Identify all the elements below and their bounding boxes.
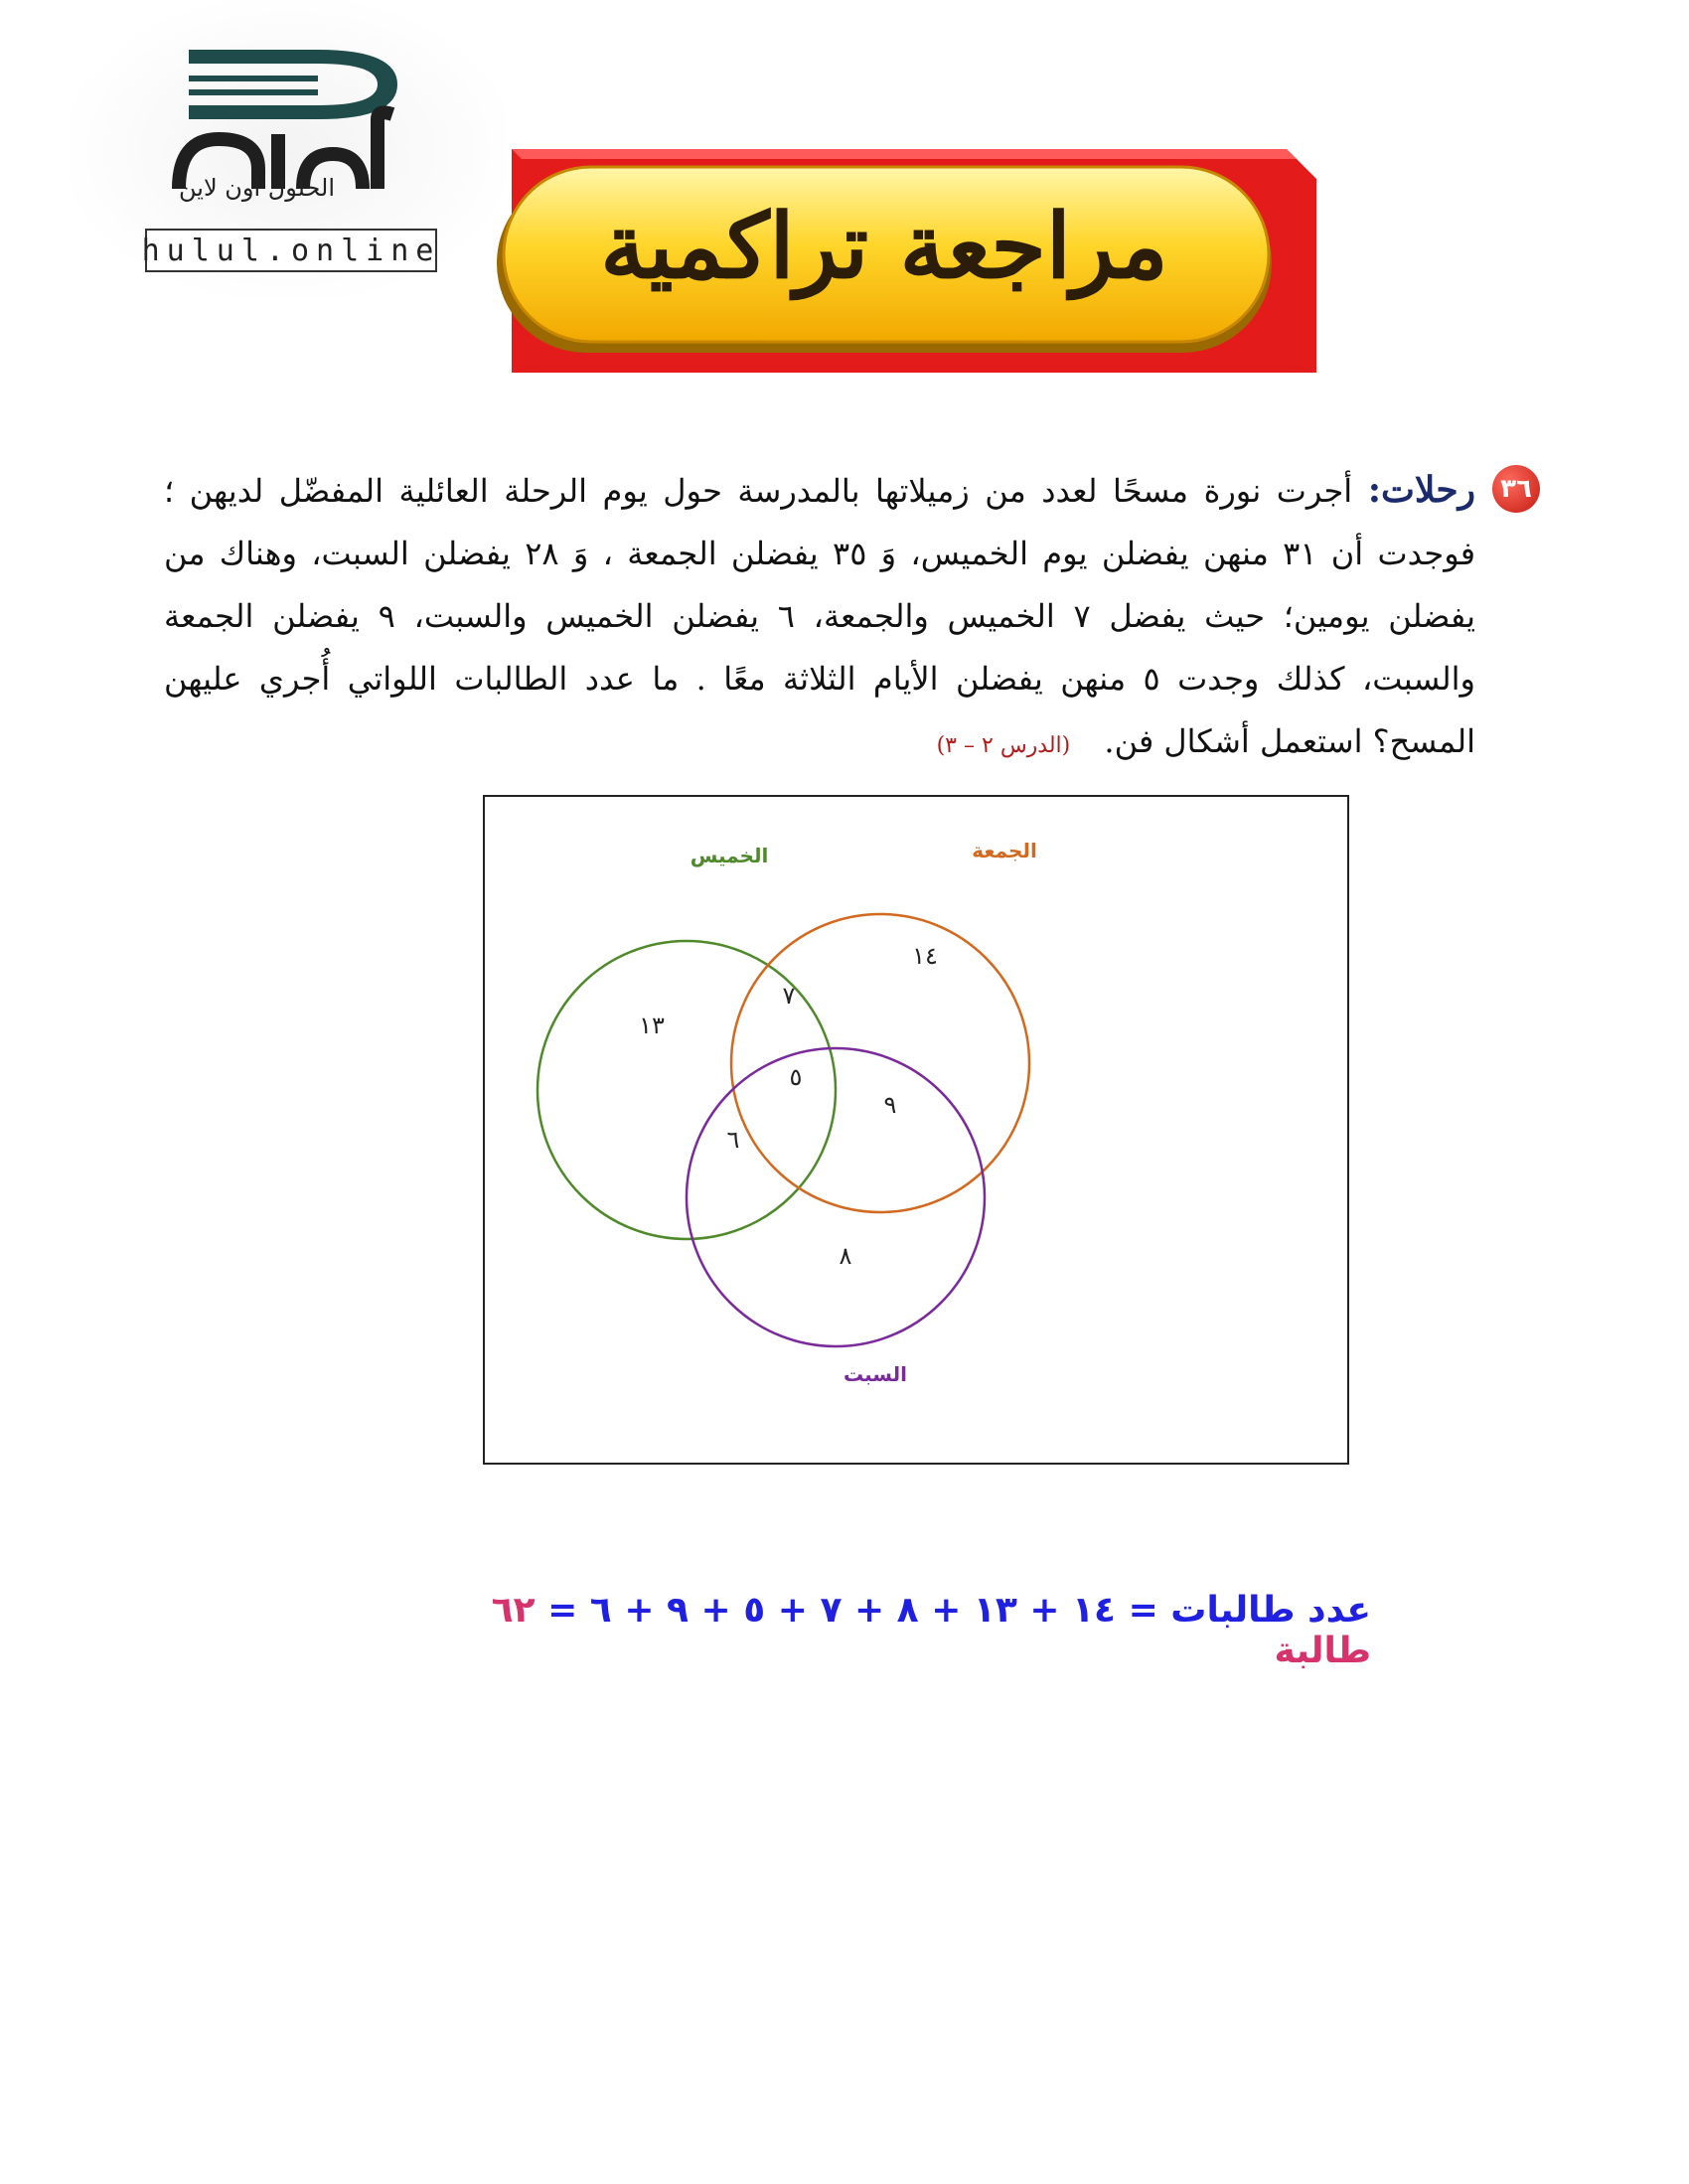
answer-expression: عدد طالبات = ١٤ + ١٣ + ٨ + ٧ + ٥ + ٩ + ٦ = — [547, 1590, 1371, 1631]
problem-label: رحلات: — [1367, 469, 1476, 511]
venn-region-friday-saturday: ٩ — [883, 1091, 897, 1119]
lesson-reference: (الدرس ٢ – ٣) — [936, 733, 1071, 758]
problem-body: أجرت نورة مسحًا لعدد من زميلاتها بالمدرسة حول يوم الرحلة العائلية المفضّل لديهن ؛ فوجدت أن ٣١ منهن يفضلن يوم الخميس، وَ ٣٥ يفضلن الجمعة ، وَ ٢٨ يفضلن السبت، وهناك من يفضلن يومين؛ حيث يفضل ٧ الخميس والجمعة، ٦ يفضلن الخميس والسبت، ٩ يفضلن الجمعة والسبت، كذلك وجدت ٥ منهن يفضلن الأيام الثلاثة معًا . ما عدد الطالبات اللواتي أُجري عليهن المسح؟ استعمل أشكال فن. — [164, 472, 1476, 760]
answer-line — [427, 1590, 1371, 1671]
venn-diagram — [483, 795, 1345, 1461]
venn-region-saturday-only: ٨ — [839, 1242, 852, 1270]
problem-text — [164, 459, 1475, 777]
venn-region-thursday-saturday: ٦ — [726, 1126, 740, 1154]
banner-title: مراجعة تراكمية — [600, 194, 1168, 299]
venn-region-friday-only: ١٤ — [912, 942, 938, 970]
venn-circle-friday — [731, 914, 1029, 1212]
venn-region-all-three: ٥ — [789, 1063, 803, 1091]
venn-label-saturday: السبت — [843, 1362, 908, 1386]
answer-result: ٦٢ طالبة — [491, 1590, 1371, 1671]
logo-arabic-text: الحلول اون لاين — [179, 174, 336, 202]
logo-domain: hulul.online — [145, 229, 437, 272]
problem-number-badge: ٣٦ — [1492, 465, 1540, 513]
venn-region-thursday-friday: ٧ — [782, 982, 796, 1010]
venn-label-thursday: الخميس — [690, 844, 769, 867]
venn-label-friday: الجمعة — [972, 839, 1037, 862]
venn-region-thursday-only: ١٣ — [639, 1012, 665, 1039]
